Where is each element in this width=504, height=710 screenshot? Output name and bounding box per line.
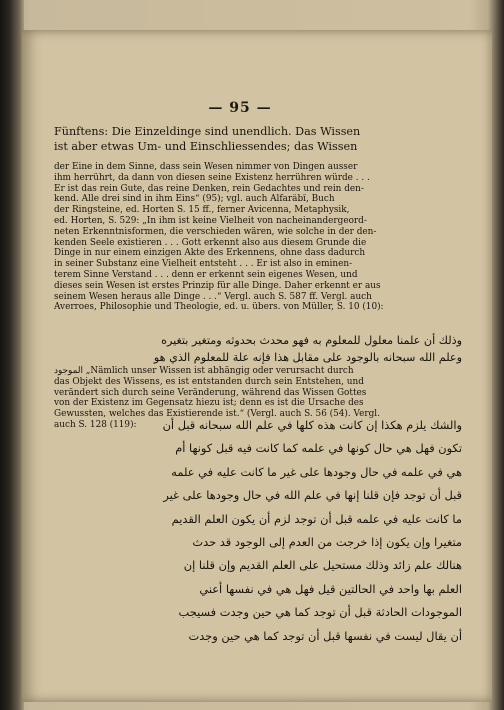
text-line: neten Erkenntnisformen, die verschieden wären, wie solche in der den- [54, 226, 377, 237]
text-line: Er ist das rein Gute, das reine Denken, rein Gedachtes und rein den- [54, 183, 364, 194]
paragraph-1 [54, 162, 462, 313]
arabic-line: العلم بها واحد في الحالتين قيل فهل هي في نفسها أعني [199, 581, 462, 596]
arabic-line: وذلك أن علمنا معلول للمعلوم به فهو محدث بحدوثه ومتغير بتغيره [161, 334, 462, 347]
text-line: Dinge in nur einem einzigen Akte des Erkennens, ohne dass dadurch [54, 248, 366, 259]
text-line: auch S. 128 (119): [54, 419, 137, 430]
heading-line: Fünftens: Die Einzeldinge sind unendlich. Das Wissen [54, 125, 361, 138]
text-line: verändert sich durch seine Veränderung, während das Wissen Gottes [54, 387, 367, 398]
arabic-line: تكون فهل هي حال كونها في علمه كما كانت فيه قبل كونها أم [175, 441, 462, 456]
text-line: dieses sein Wesen ist erstes Prinzip für alle Dinge. Daher erkennt er aus [54, 280, 381, 291]
text-line: der Ringsteine, ed. Horten S. 15 ff., ferner Avicenna, Metaphysik, [54, 205, 350, 216]
arabic-line: هنالك علم زائد وذلك مستحيل على العلم القديم وإن قلنا إن [183, 558, 462, 573]
text-line: الموجود „Nämlich unser Wissen ist abhängig oder verursacht durch [54, 366, 354, 376]
arabic-line: متغيرا وإن يكون إذا خرجت من العدم إلى الوجود قد حدث [192, 535, 462, 550]
page-number: — 95 — [208, 100, 272, 116]
arabic-line: ما كانت عليه في علمه قبل أن توجد لزم أن يكون العلم القديم [171, 511, 462, 526]
text-line: kend. Alle drei sind in ihm Eins“ (95); vgl. auch Alfarâbî, Buch [54, 194, 335, 205]
arabic-line: هي في علمه في حال وجودها على غير ما كانت عليه في علمه [171, 464, 462, 479]
arabic-line: والشك يلزم هكذا إن كانت هذه كلها في علم الله سبحانه قبل أن [162, 418, 462, 432]
text-line: seinem Wesen heraus alle Dinge . . .“ Vergl. auch S. 587 ff. Vergl. auch [54, 291, 372, 302]
arabic-line: قبل أن توجد فإن قلنا إنها في علم الله في حال وجودها على غير [163, 488, 462, 503]
text-line: in seiner Substanz eine Vielheit entsteht . . . Er ist also in eminen- [54, 259, 353, 270]
facing-page-edge [0, 0, 24, 710]
arabic-line: أن يقال ليست في نفسها قبل أن توجد كما هي حين وجدت [188, 628, 462, 643]
text-line: Gewussten, welches das Existierende ist.“ (Vergl. auch S. 56 (54). Vergl. [54, 409, 380, 420]
text-line: der Eine in dem Sinne, dass sein Wesen nimmer von Dingen ausser [54, 162, 358, 172]
text-line: von der Existenz im Gegensatz hiezu ist; denn es ist die Ursache des [54, 398, 364, 409]
arabic-quote-2 [54, 414, 462, 648]
text-line: Averroes, Philosophie und Theologie, ed. u. übers. von Müller, S. 10 (10): [54, 302, 384, 313]
text-line: das Objekt des Wissens, es ist entstanden durch sein Entstehen, und [54, 376, 364, 387]
text-line: ihm herrührt, da dann von diesen seine Existenz herrühren würde . . . [54, 172, 370, 183]
section-heading [54, 124, 462, 154]
heading-line: ist aber etwas Um- und Einschliessendes; das Wissen [54, 140, 358, 153]
text-line: terem Sinne Verstand . . . denn er erkennt sein eigenes Wesen, und [54, 269, 358, 280]
text-line: kenden Seele existieren . . . Gott erkennt also aus diesem Grunde die [54, 237, 367, 248]
arabic-quote-1 [54, 332, 462, 366]
arabic-line: الموجودات الحادثة قبل أن توجد كما هي حين وجدت فسيجب [178, 605, 462, 620]
text-line: ed. Horten, S. 529: „In ihm ist keine Vielheit von nacheinandergeord- [54, 215, 367, 226]
arabic-line: وعلم الله سبحانه بالوجود على مقابل هذا فإنه علة للمعلوم الذي هو [153, 351, 462, 364]
